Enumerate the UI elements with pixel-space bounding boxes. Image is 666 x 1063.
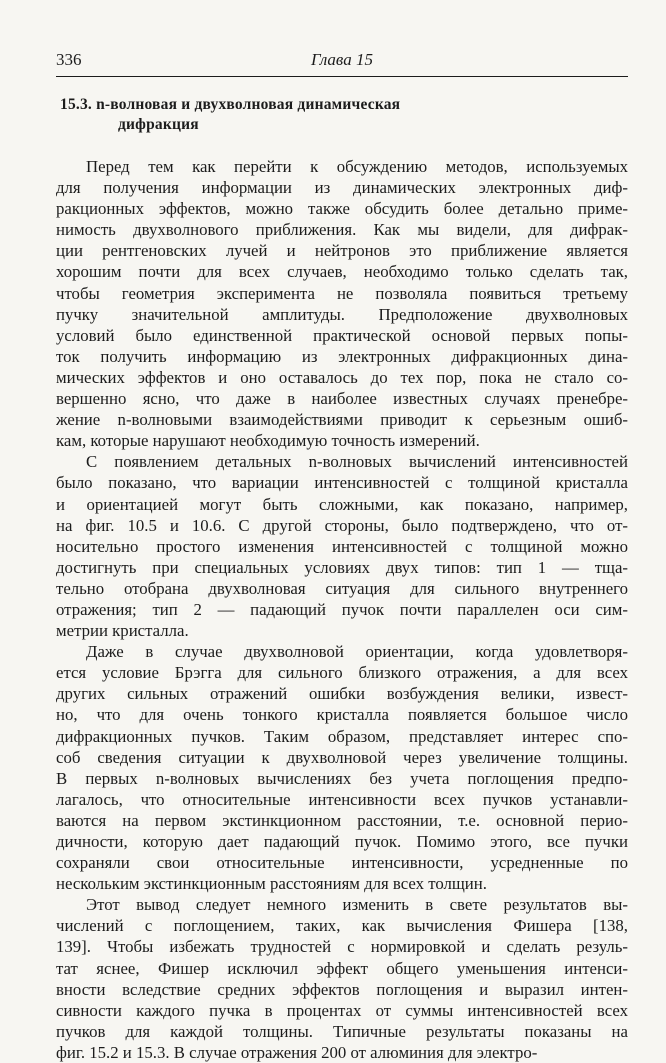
text-line: кам, которые нарушают необходимую точность измерений.	[56, 431, 480, 451]
text-line: метрии кристалла.	[56, 621, 189, 641]
text-line: было показано, что вариации интенсивностей с толщиной кристалла	[56, 473, 628, 493]
text-line: чтобы геометрия эксперимента не позволяла появиться третьему	[56, 283, 628, 303]
text-line: тельно отобрана двухволновая ситуация для сильного внутреннего	[56, 578, 628, 598]
text-line: условий было единственной практической основой первых попы-	[56, 325, 628, 345]
running-head: Глава 15	[311, 50, 373, 69]
section-title	[60, 95, 510, 135]
text-line: тат яснее, Фишер исключил эффект общего уменьшения интенси-	[56, 958, 628, 978]
text-line: ток получить информацию из электронных дифракционных дина-	[56, 346, 628, 366]
section-title-line-1: 15.3. n-волновая и двухволновая динамическая	[60, 96, 401, 113]
paragraph	[56, 641, 628, 894]
text-line: ется условие Брэгга для сильного близкого отражения, а для всех	[56, 663, 628, 683]
page-number: 336	[56, 50, 82, 69]
section-title-line-2: дифракция	[118, 116, 199, 133]
text-line: числений с поглощением, таких, как вычисления Фишера [138,	[56, 916, 628, 936]
text-line: для получения информации из динамических электронных диф-	[56, 178, 628, 198]
text-line: хорошим почти для всех случаев, необходимо только сделать так,	[56, 262, 628, 282]
text-line: нескольким экстинкционным расстояниям для всех толщин.	[56, 874, 487, 894]
text-line: лагалось, что относительные интенсивности всех пучков устанавли-	[56, 789, 628, 809]
paragraph	[56, 156, 628, 451]
text-line: сивности каждого пучка в процентах от суммы интенсивностей всех	[56, 1000, 628, 1020]
paragraph	[56, 451, 628, 641]
text-line: ракционных эффектов, можно также обсудить более детально приме-	[56, 199, 628, 219]
text-line: Перед тем как перейти к обсуждению методов, используемых	[86, 157, 628, 176]
text-line: жение n-волновыми взаимодействиями приводит к серьезным ошиб-	[56, 410, 628, 430]
text-line: пучков для каждой толщины. Типичные результаты показаны на	[56, 1021, 628, 1041]
paragraph	[56, 894, 628, 1063]
text-line: ваются на первом экстинкционном расстоянии, т.е. основной перио-	[56, 810, 628, 830]
text-line: Этот вывод следует немного изменить в свете результатов вы-	[86, 895, 628, 915]
text-line: носительно простого изменения интенсивностей с толщиной можно	[56, 536, 628, 556]
text-line: вершенно ясно, что даже в наиболее известных случаях пренебре-	[56, 389, 628, 409]
text-line: фиг. 15.2 и 15.3. В случае отражения 200 от алюминия для электро-	[56, 1042, 538, 1062]
page-header	[56, 46, 628, 74]
header-rule	[56, 76, 628, 77]
text-line: но, что для очень тонкого кристалла появляется большое число	[56, 705, 628, 725]
text-line: В первых n-волновых вычислениях без учета поглощения предпо-	[56, 768, 628, 788]
body-text	[56, 156, 628, 1063]
text-line: С появлением детальных n-волновых вычислений интенсивностей	[86, 452, 628, 472]
text-line: вности вследствие средних эффектов поглощения и выразил интен-	[56, 979, 628, 999]
text-line: сохраняли свои относительные интенсивности, усредненные по	[56, 853, 628, 873]
text-line: на фиг. 10.5 и 10.6. С другой стороны, было подтверждено, что от-	[56, 515, 628, 535]
text-line: отражения; тип 2 — падающий пучок почти параллелен оси сим-	[56, 599, 628, 619]
text-line: дичности, которую дает падающий пучок. Помимо этого, все пучки	[56, 832, 628, 851]
text-line: мических эффектов и оно оставалось до тех пор, пока не стало со-	[56, 367, 628, 387]
text-line: ции рентгеновских лучей и нейтронов это приближение является	[56, 241, 628, 261]
text-line: других сильных отражений ошибки возбуждения велики, извест-	[56, 684, 628, 704]
text-line: дифракционных пучков. Таким образом, представляет интерес спо-	[56, 726, 628, 746]
text-line: Даже в случае двухволновой ориентации, когда удовлетворя-	[86, 642, 628, 662]
text-line: и ориентацией могут быть сложными, как показано, например,	[56, 494, 628, 514]
text-line: пучку значительной амплитуды. Предположение двухволновых	[56, 304, 628, 324]
text-line: достигнуть при специальных условиях двух типов: тип 1 — тща-	[56, 557, 628, 577]
text-line: 139]. Чтобы избежать трудностей с нормировкой и сделать резуль-	[56, 937, 628, 957]
text-line: соб сведения ситуации к двухволновой через увеличение толщины.	[56, 747, 628, 767]
text-line: нимость двухволнового приближения. Как мы видели, для дифрак-	[56, 220, 628, 240]
